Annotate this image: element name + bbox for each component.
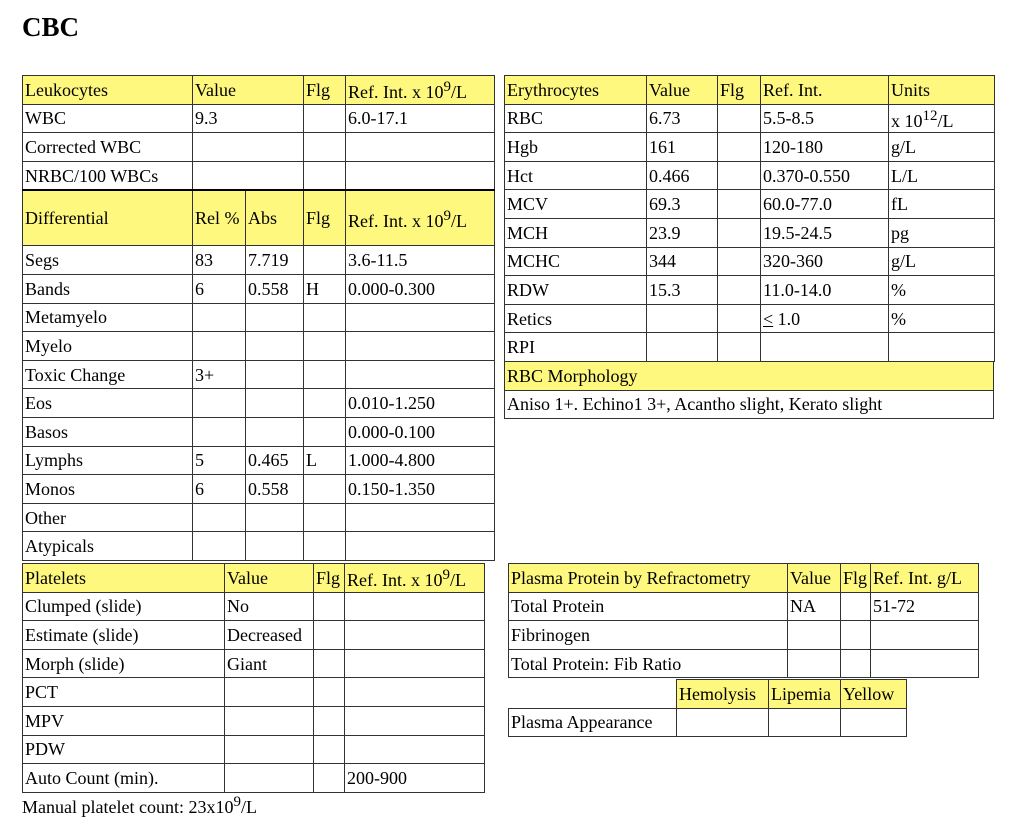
erythrocytes-row	[505, 304, 995, 333]
plasma_appearance-header-cell: Lipemia	[769, 680, 841, 709]
platelets-row-cell: Clumped (slide)	[23, 592, 225, 621]
erythrocytes-row	[505, 333, 995, 362]
platelets-row	[23, 678, 485, 707]
leukocytes-row-cell: WBC	[23, 104, 193, 133]
differential-header-cell: Flg	[304, 190, 346, 246]
erythrocytes-row-cell	[718, 161, 761, 190]
platelets-row-cell	[314, 735, 345, 764]
rbc-morphology-text: Aniso 1+. Echino1 3+, Acantho slight, Kerato slight	[505, 390, 994, 419]
erythrocytes-row-cell: %	[889, 304, 995, 333]
plasma_appearance-row-cell	[769, 708, 841, 737]
leukocytes-row-cell	[193, 133, 304, 162]
erythrocytes-row	[505, 133, 995, 162]
differential-row-cell: 5	[193, 446, 246, 475]
platelets-row-cell: Morph (slide)	[23, 649, 225, 678]
erythrocytes-header-cell: Flg	[718, 76, 761, 105]
differential-row-cell: 0.010-1.250	[346, 389, 495, 418]
differential-row-cell	[246, 417, 304, 446]
platelets-row-cell: PCT	[23, 678, 225, 707]
platelets-row-cell: 200-900	[345, 764, 485, 793]
erythrocytes-row-cell: 69.3	[647, 190, 718, 219]
platelets-row-cell	[345, 735, 485, 764]
platelets-row-cell: PDW	[23, 735, 225, 764]
differential-header-cell: Ref. Int. x $10^9/L$	[346, 190, 495, 246]
leukocytes-row-cell	[304, 133, 346, 162]
leukocytes-row-cell	[304, 104, 346, 133]
plasma_protein-row-cell	[841, 592, 871, 621]
erythrocytes-row-cell	[647, 333, 718, 362]
differential-row-cell	[193, 389, 246, 418]
plasma_protein-header-cell: Ref. Int. g/L	[871, 564, 979, 593]
erythrocytes-header	[505, 76, 995, 105]
platelets-row-cell	[345, 592, 485, 621]
differential-row-cell	[193, 332, 246, 361]
differential-row-cell	[304, 503, 346, 532]
leukocytes-row-cell	[346, 161, 495, 190]
differential-row-cell	[246, 303, 304, 332]
plasma_protein-row-cell: NA	[788, 592, 841, 621]
platelets-header-cell: Platelets	[23, 564, 225, 593]
erythrocytes-row-cell	[718, 247, 761, 276]
platelets-row-cell	[345, 649, 485, 678]
differential-header-cell: Differential	[23, 190, 193, 246]
leukocytes-header-cell: Leukocytes	[23, 76, 193, 105]
erythrocytes-row-cell: 6.73	[647, 104, 718, 133]
erythrocytes-row-cell: MCH	[505, 218, 647, 247]
platelets-row-cell	[225, 678, 314, 707]
plasma_protein-header-cell: Flg	[841, 564, 871, 593]
erythrocytes-row-cell: RBC	[505, 104, 647, 133]
platelets-row	[23, 706, 485, 735]
differential-row	[23, 274, 495, 303]
differential-row-cell	[346, 332, 495, 361]
plasma_protein-row-cell: Total Protein	[509, 592, 788, 621]
plasma_appearance-header-cell: Hemolysis	[677, 680, 769, 709]
erythrocytes-row-cell: RDW	[505, 276, 647, 305]
differential-row-cell: Atypicals	[23, 532, 193, 561]
leukocytes-row-cell	[346, 133, 495, 162]
differential-row-cell: Metamyelo	[23, 303, 193, 332]
erythrocytes-table	[504, 75, 995, 362]
plasma_protein-header	[509, 564, 979, 593]
erythrocytes-row-cell: Hgb	[505, 133, 647, 162]
plasma-protein-table	[508, 563, 979, 678]
differential-header-cell: Rel %	[193, 190, 246, 246]
platelets-row	[23, 649, 485, 678]
erythrocytes-row-cell: 19.5-24.5	[761, 218, 889, 247]
platelets-row-cell	[345, 678, 485, 707]
differential-row-cell	[246, 532, 304, 561]
platelets-row-cell: Estimate (slide)	[23, 621, 225, 650]
erythrocytes-row	[505, 276, 995, 305]
differential-row-cell: Bands	[23, 274, 193, 303]
erythrocytes-row	[505, 104, 995, 133]
differential-row	[23, 360, 495, 389]
erythrocytes-row-cell: x $10^{12}/L$	[889, 104, 995, 133]
platelets-header-cell: Flg	[314, 564, 345, 593]
leukocytes-row-cell	[193, 161, 304, 190]
erythrocytes-row-cell: RPI	[505, 333, 647, 362]
erythrocytes-row-cell: 5.5-8.5	[761, 104, 889, 133]
platelets-row	[23, 592, 485, 621]
differential-row-cell: 3.6-11.5	[346, 246, 495, 275]
erythrocytes-row-cell	[889, 333, 995, 362]
leukocytes-row	[23, 104, 495, 133]
differential-row-cell	[193, 417, 246, 446]
leukocytes-row-cell: NRBC/100 WBCs	[23, 161, 193, 190]
plasma_protein-row-cell	[788, 649, 841, 678]
differential-row-cell: 0.558	[246, 274, 304, 303]
differential-row-cell	[246, 332, 304, 361]
plasma_appearance-row-cell	[677, 708, 769, 737]
plasma_protein-row	[509, 592, 979, 621]
platelets-row-cell: Giant	[225, 649, 314, 678]
platelets-row	[23, 735, 485, 764]
differential-row-cell	[193, 503, 246, 532]
differential-row-cell	[246, 389, 304, 418]
differential-row-cell	[346, 303, 495, 332]
leukocytes-row-cell: 6.0-17.1	[346, 104, 495, 133]
differential-row-cell: 0.000-0.100	[346, 417, 495, 446]
platelets-row-cell	[314, 592, 345, 621]
rbc-morphology-table	[504, 361, 994, 419]
differential-row-cell	[304, 475, 346, 504]
erythrocytes-row-cell: g/L	[889, 133, 995, 162]
erythrocytes-row	[505, 247, 995, 276]
plasma_protein-row-cell	[788, 621, 841, 650]
plasma_appearance-row-cell	[841, 708, 907, 737]
erythrocytes-row-cell	[718, 190, 761, 219]
erythrocytes-row-cell: Hct	[505, 161, 647, 190]
erythrocytes-row-cell: g/L	[889, 247, 995, 276]
differential-row-cell: Toxic Change	[23, 360, 193, 389]
platelets-row-cell: Auto Count (min).	[23, 764, 225, 793]
leukocytes-row	[23, 161, 495, 190]
differential-row-cell	[304, 360, 346, 389]
platelets-row-cell	[225, 735, 314, 764]
differential-row-cell	[304, 246, 346, 275]
rbc-morphology-header: RBC Morphology	[505, 362, 994, 391]
erythrocytes-row-cell: MCHC	[505, 247, 647, 276]
platelets-row-cell	[314, 649, 345, 678]
platelets-header	[23, 564, 485, 593]
erythrocytes-row-cell	[718, 133, 761, 162]
erythrocytes-row-cell: 0.370-0.550	[761, 161, 889, 190]
erythrocytes-row-cell: < 1.0	[761, 304, 889, 333]
plasma_appearance-header-cell	[509, 680, 677, 709]
plasma_appearance-header	[509, 680, 907, 709]
platelets-row-cell	[314, 678, 345, 707]
leukocytes-header-cell: Flg	[304, 76, 346, 105]
differential-row	[23, 532, 495, 561]
differential-row-cell	[193, 303, 246, 332]
erythrocytes-row-cell: 23.9	[647, 218, 718, 247]
differential-row-cell	[304, 417, 346, 446]
differential-row	[23, 246, 495, 275]
erythrocytes-row-cell: MCV	[505, 190, 647, 219]
differential-row-cell	[346, 503, 495, 532]
differential-row-cell: Other	[23, 503, 193, 532]
differential-row	[23, 503, 495, 532]
differential-row-cell: 7.719	[246, 246, 304, 275]
page-title: CBC	[22, 12, 80, 42]
erythrocytes-header-cell: Erythrocytes	[505, 76, 647, 105]
differential-row-cell	[193, 532, 246, 561]
differential-header	[23, 190, 495, 246]
differential-row-cell: Myelo	[23, 332, 193, 361]
platelets-header-cell: Value	[225, 564, 314, 593]
differential-row-cell: 6	[193, 475, 246, 504]
differential-row-cell: Basos	[23, 417, 193, 446]
manual-platelet-count-note: Manual platelet count: $23x10^9/L$	[22, 794, 257, 817]
platelets-row-cell	[314, 621, 345, 650]
leukocytes-row	[23, 133, 495, 162]
plasma_protein-row-cell	[841, 649, 871, 678]
differential-row-cell	[304, 303, 346, 332]
leukocytes-header	[23, 76, 495, 105]
plasma_protein-row-cell: 51-72	[871, 592, 979, 621]
erythrocytes-header-cell: Ref. Int.	[761, 76, 889, 105]
erythrocytes-row	[505, 161, 995, 190]
plasma_protein-row	[509, 621, 979, 650]
erythrocytes-header-cell: Units	[889, 76, 995, 105]
erythrocytes-row-cell	[718, 333, 761, 362]
erythrocytes-row	[505, 190, 995, 219]
differential-row-cell: 6	[193, 274, 246, 303]
erythrocytes-row-cell: pg	[889, 218, 995, 247]
leukocytes-row-cell: 9.3	[193, 104, 304, 133]
erythrocytes-row-cell: 11.0-14.0	[761, 276, 889, 305]
platelets-row-cell	[345, 621, 485, 650]
plasma_appearance-row	[509, 708, 907, 737]
platelets-row-cell	[345, 706, 485, 735]
erythrocytes-row	[505, 218, 995, 247]
differential-row	[23, 389, 495, 418]
plasma_protein-row-cell: Fibrinogen	[509, 621, 788, 650]
platelets-row-cell	[314, 764, 345, 793]
leukocytes-row-cell: Corrected WBC	[23, 133, 193, 162]
differential-row-cell: Segs	[23, 246, 193, 275]
erythrocytes-row-cell	[718, 276, 761, 305]
erythrocytes-row-cell: %	[889, 276, 995, 305]
differential-row-cell	[346, 532, 495, 561]
differential-row-cell	[346, 360, 495, 389]
erythrocytes-row-cell: 120-180	[761, 133, 889, 162]
erythrocytes-row-cell: L/L	[889, 161, 995, 190]
differential-row-cell: 0.558	[246, 475, 304, 504]
differential-row	[23, 475, 495, 504]
platelets-row-cell	[225, 706, 314, 735]
plasma_protein-header-cell: Plasma Protein by Refractometry	[509, 564, 788, 593]
leukocytes-header-cell: Ref. Int. x $10^9/L$	[346, 76, 495, 105]
erythrocytes-row-cell: 15.3	[647, 276, 718, 305]
differential-row-cell: H	[304, 274, 346, 303]
plasma_protein-row	[509, 649, 979, 678]
differential-row-cell: 0.000-0.300	[346, 274, 495, 303]
erythrocytes-row-cell: 60.0-77.0	[761, 190, 889, 219]
platelets-row-cell	[314, 706, 345, 735]
differential-row-cell: 1.000-4.800	[346, 446, 495, 475]
differential-row-cell: L	[304, 446, 346, 475]
differential-row-cell: Monos	[23, 475, 193, 504]
leukocytes-row-cell	[304, 161, 346, 190]
differential-row-cell: 3+	[193, 360, 246, 389]
erythrocytes-row-cell: fL	[889, 190, 995, 219]
platelets-row	[23, 621, 485, 650]
erythrocytes-row-cell	[761, 333, 889, 362]
leukocytes-header-cell: Value	[193, 76, 304, 105]
differential-row-cell	[304, 332, 346, 361]
platelets-row-cell: No	[225, 592, 314, 621]
erythrocytes-row-cell: 161	[647, 133, 718, 162]
platelets-row-cell	[225, 764, 314, 793]
differential-row-cell: Eos	[23, 389, 193, 418]
platelets-table	[22, 563, 485, 793]
leukocytes-table	[22, 75, 495, 561]
differential-row	[23, 332, 495, 361]
differential-row-cell: 0.465	[246, 446, 304, 475]
platelets-header-cell: Ref. Int. x $10^9/L$	[345, 564, 485, 593]
plasma_protein-row-cell	[871, 649, 979, 678]
platelets-row-cell: MPV	[23, 706, 225, 735]
erythrocytes-row-cell: Retics	[505, 304, 647, 333]
differential-row	[23, 446, 495, 475]
platelets-row	[23, 764, 485, 793]
erythrocytes-row-cell: 320-360	[761, 247, 889, 276]
erythrocytes-row-cell: 0.466	[647, 161, 718, 190]
plasma_appearance-header-cell: Yellow	[841, 680, 907, 709]
erythrocytes-row-cell: 344	[647, 247, 718, 276]
differential-header-cell: Abs	[246, 190, 304, 246]
plasma_protein-row-cell	[871, 621, 979, 650]
differential-row-cell	[246, 360, 304, 389]
differential-row-cell: 0.150-1.350	[346, 475, 495, 504]
differential-row-cell	[246, 503, 304, 532]
erythrocytes-row-cell	[718, 218, 761, 247]
erythrocytes-row-cell	[718, 304, 761, 333]
differential-row-cell: Lymphs	[23, 446, 193, 475]
differential-row-cell	[304, 389, 346, 418]
differential-row-cell	[304, 532, 346, 561]
plasma-appearance-table	[508, 679, 907, 737]
plasma_protein-row-cell	[841, 621, 871, 650]
platelets-row-cell: Decreased	[225, 621, 314, 650]
erythrocytes-row-cell	[718, 104, 761, 133]
plasma_appearance-row-cell: Plasma Appearance	[509, 708, 677, 737]
differential-row	[23, 303, 495, 332]
plasma_protein-header-cell: Value	[788, 564, 841, 593]
plasma_protein-row-cell: Total Protein: Fib Ratio	[509, 649, 788, 678]
erythrocytes-header-cell: Value	[647, 76, 718, 105]
differential-row-cell: 83	[193, 246, 246, 275]
erythrocytes-row-cell	[647, 304, 718, 333]
differential-row	[23, 417, 495, 446]
